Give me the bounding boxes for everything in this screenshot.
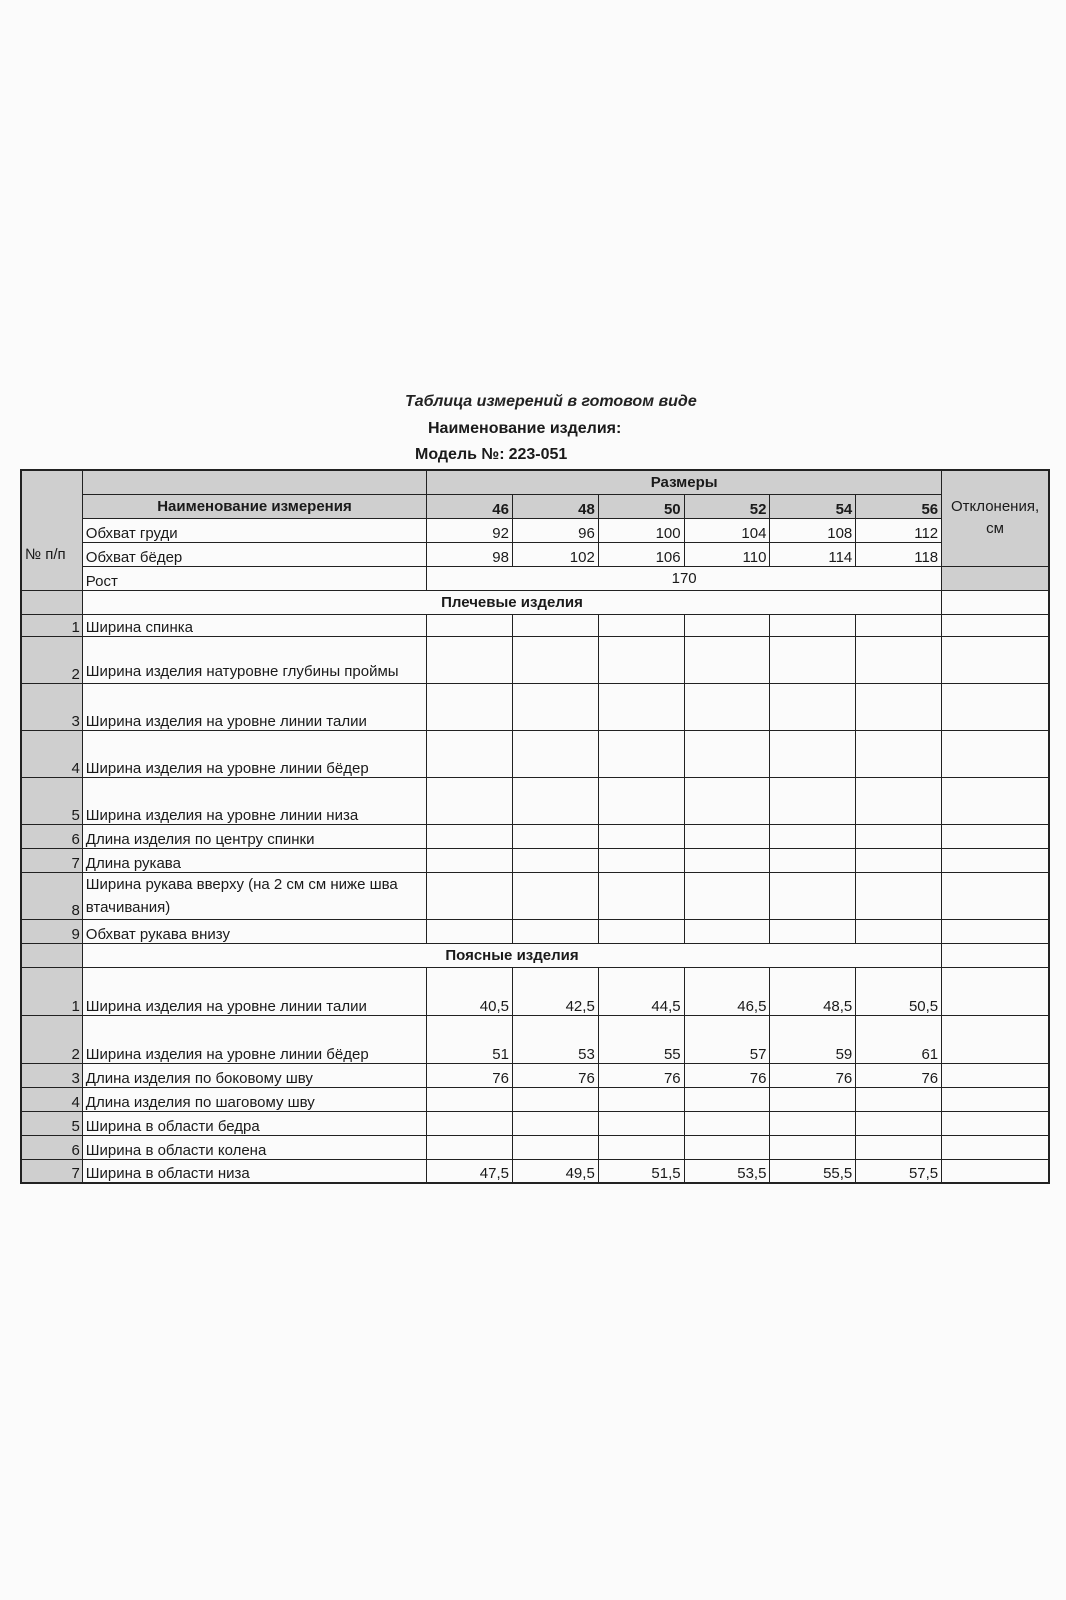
measurement-name: Ширина спинка xyxy=(82,614,426,636)
chest-value: 96 xyxy=(512,518,598,542)
npp-header: № п/п xyxy=(21,470,82,590)
table-row xyxy=(21,1159,1049,1183)
deviation-cell xyxy=(942,730,1049,777)
row-number: 4 xyxy=(21,730,82,777)
row-number: 6 xyxy=(21,824,82,848)
measurement-name: Ширина в области низа xyxy=(82,1159,426,1183)
measurement-value: 40,5 xyxy=(427,967,513,1015)
measurement-value xyxy=(598,614,684,636)
measurement-value xyxy=(598,777,684,824)
deviation-header: Отклонения, см xyxy=(942,470,1049,566)
measurement-value xyxy=(598,683,684,730)
chest-row xyxy=(21,518,1049,542)
table-row xyxy=(21,1015,1049,1063)
measurement-value: 50,5 xyxy=(856,967,942,1015)
measurement-value: 76 xyxy=(684,1063,770,1087)
measurement-value xyxy=(512,683,598,730)
measurement-value xyxy=(684,872,770,919)
measurement-value xyxy=(512,636,598,683)
measurement-value: 57,5 xyxy=(856,1159,942,1183)
size-cell: 50 xyxy=(598,494,684,518)
row-number: 7 xyxy=(21,1159,82,1183)
size-cell: 54 xyxy=(770,494,856,518)
product-label: Наименование изделия: xyxy=(428,420,622,437)
measurement-name: Длина изделия по центру спинки xyxy=(82,824,426,848)
deviation-cell xyxy=(942,636,1049,683)
measurement-value: 46,5 xyxy=(684,967,770,1015)
measurement-value xyxy=(427,614,513,636)
measurement-value xyxy=(684,636,770,683)
deviation-cell xyxy=(942,777,1049,824)
model-label: Модель №: xyxy=(415,446,505,463)
row-number: 1 xyxy=(21,614,82,636)
deviation-cell xyxy=(942,872,1049,919)
measurement-value xyxy=(427,636,513,683)
measurement-value xyxy=(512,848,598,872)
chest-value: 112 xyxy=(856,518,942,542)
measurement-value xyxy=(856,730,942,777)
size-cell: 46 xyxy=(427,494,513,518)
measurement-value: 76 xyxy=(856,1063,942,1087)
chest-label: Обхват груди xyxy=(82,518,426,542)
measurements-table xyxy=(20,469,1050,1184)
section-header-row xyxy=(21,943,1049,967)
table-row xyxy=(21,683,1049,730)
hips-value: 98 xyxy=(427,542,513,566)
table-row xyxy=(21,967,1049,1015)
height-label: Рост xyxy=(82,566,426,590)
row-number: 9 xyxy=(21,919,82,943)
deviation-cell xyxy=(942,1015,1049,1063)
table-row xyxy=(21,848,1049,872)
measurement-value xyxy=(856,919,942,943)
table-row xyxy=(21,614,1049,636)
chest-value: 104 xyxy=(684,518,770,542)
measurement-value xyxy=(770,1087,856,1111)
measurement-value: 59 xyxy=(770,1015,856,1063)
deviation-cell xyxy=(942,683,1049,730)
hips-value: 106 xyxy=(598,542,684,566)
header-row-sizes xyxy=(21,494,1049,518)
measurement-value xyxy=(684,824,770,848)
measurement-value: 49,5 xyxy=(512,1159,598,1183)
deviation-cell xyxy=(942,919,1049,943)
measurement-value xyxy=(598,872,684,919)
measurement-value xyxy=(598,824,684,848)
measurement-value xyxy=(512,1111,598,1135)
measurement-value xyxy=(598,848,684,872)
section-header-row xyxy=(21,590,1049,614)
measurement-value: 57 xyxy=(684,1015,770,1063)
measurement-value: 42,5 xyxy=(512,967,598,1015)
measurement-value xyxy=(512,1087,598,1111)
measurement-value xyxy=(427,777,513,824)
hips-row xyxy=(21,542,1049,566)
measurement-value xyxy=(427,1087,513,1111)
row-number: 7 xyxy=(21,848,82,872)
table-row xyxy=(21,1063,1049,1087)
table-row xyxy=(21,1087,1049,1111)
height-value: 170 xyxy=(427,566,942,590)
measurement-value: 53,5 xyxy=(684,1159,770,1183)
measurement-value xyxy=(684,1135,770,1159)
measurement-value xyxy=(427,683,513,730)
measurement-value xyxy=(598,1087,684,1111)
measurement-value xyxy=(856,848,942,872)
measurement-value xyxy=(684,919,770,943)
row-number: 1 xyxy=(21,967,82,1015)
table-row xyxy=(21,1111,1049,1135)
size-cell: 48 xyxy=(512,494,598,518)
measurement-value xyxy=(856,824,942,848)
measurement-value: 76 xyxy=(770,1063,856,1087)
row-number: 3 xyxy=(21,683,82,730)
table-row xyxy=(21,824,1049,848)
measurement-value: 48,5 xyxy=(770,967,856,1015)
measurement-value xyxy=(512,730,598,777)
section-title: Поясные изделия xyxy=(82,943,941,967)
hips-value: 102 xyxy=(512,542,598,566)
measurement-value xyxy=(598,919,684,943)
measurement-value xyxy=(684,1111,770,1135)
deviation-cell xyxy=(942,614,1049,636)
size-cell: 56 xyxy=(856,494,942,518)
height-row xyxy=(21,566,1049,590)
measurement-value xyxy=(856,1087,942,1111)
measurement-value xyxy=(770,683,856,730)
measurement-value xyxy=(770,1135,856,1159)
row-number: 2 xyxy=(21,1015,82,1063)
hips-label: Обхват бёдер xyxy=(82,542,426,566)
deviation-cell xyxy=(942,1111,1049,1135)
measurement-value xyxy=(856,614,942,636)
measurement-value xyxy=(770,777,856,824)
measurement-value xyxy=(598,636,684,683)
measurement-value xyxy=(427,1135,513,1159)
measurement-name: Ширина изделия на уровне линии бёдер xyxy=(82,1015,426,1063)
measurement-name: Обхват рукава внизу xyxy=(82,919,426,943)
measurement-value: 76 xyxy=(512,1063,598,1087)
measurement-value xyxy=(512,777,598,824)
table-row xyxy=(21,919,1049,943)
deviation-cell xyxy=(942,1135,1049,1159)
measurement-name: Длина изделия по шаговому шву xyxy=(82,1087,426,1111)
measurement-value xyxy=(770,919,856,943)
measurement-value: 55 xyxy=(598,1015,684,1063)
measure-name-header: Наименование измерения xyxy=(82,494,426,518)
measurement-value xyxy=(856,1111,942,1135)
deviation-cell xyxy=(942,967,1049,1015)
deviation-cell xyxy=(942,1087,1049,1111)
measurement-name: Ширина рукава вверху (на 2 см см ниже шва втачивания) xyxy=(82,872,426,919)
measurement-value: 51,5 xyxy=(598,1159,684,1183)
measurement-value xyxy=(856,777,942,824)
measurement-value: 55,5 xyxy=(770,1159,856,1183)
row-number: 8 xyxy=(21,872,82,919)
measurement-name: Ширина изделия натуровне глубины проймы xyxy=(82,636,426,683)
row-number: 4 xyxy=(21,1087,82,1111)
measurement-value xyxy=(770,848,856,872)
measurement-value xyxy=(427,872,513,919)
section-title: Плечевые изделия xyxy=(82,590,941,614)
measurement-name: Ширина изделия на уровне линии талии xyxy=(82,683,426,730)
measurement-value xyxy=(856,1135,942,1159)
measurement-value xyxy=(856,636,942,683)
hips-value: 110 xyxy=(684,542,770,566)
deviation-cell xyxy=(942,848,1049,872)
model-number: 223-051 xyxy=(508,446,568,463)
row-number: 5 xyxy=(21,1111,82,1135)
measurement-value: 47,5 xyxy=(427,1159,513,1183)
hips-value: 118 xyxy=(856,542,942,566)
measurement-value xyxy=(598,1135,684,1159)
chest-value: 92 xyxy=(427,518,513,542)
measurement-value xyxy=(512,919,598,943)
model-line xyxy=(415,446,567,464)
deviation-cell xyxy=(942,824,1049,848)
chest-value: 108 xyxy=(770,518,856,542)
measurement-value xyxy=(770,1111,856,1135)
table-row xyxy=(21,730,1049,777)
sizes-header: Размеры xyxy=(427,470,942,494)
measurement-value: 44,5 xyxy=(598,967,684,1015)
table-row xyxy=(21,872,1049,919)
measurement-name: Ширина изделия на уровне линии низа xyxy=(82,777,426,824)
measurement-value xyxy=(770,730,856,777)
measurement-value xyxy=(856,872,942,919)
measurement-name: Длина изделия по боковому шву xyxy=(82,1063,426,1087)
measurement-name: Ширина в области колена xyxy=(82,1135,426,1159)
measurement-value xyxy=(427,824,513,848)
measurement-value xyxy=(684,1087,770,1111)
measurement-value xyxy=(684,848,770,872)
measurement-name: Ширина изделия на уровне линии бёдер xyxy=(82,730,426,777)
measurement-value xyxy=(427,919,513,943)
row-number: 5 xyxy=(21,777,82,824)
measurement-value xyxy=(427,1111,513,1135)
row-number: 3 xyxy=(21,1063,82,1087)
header-row-sizes-label xyxy=(21,470,1049,494)
measurement-value xyxy=(427,848,513,872)
row-number: 6 xyxy=(21,1135,82,1159)
measurement-value: 61 xyxy=(856,1015,942,1063)
measurement-name: Ширина изделия на уровне линии талии xyxy=(82,967,426,1015)
measurement-value: 51 xyxy=(427,1015,513,1063)
measurement-value xyxy=(512,614,598,636)
document-title: Таблица измерений в готовом виде xyxy=(405,393,697,410)
measurement-value xyxy=(684,614,770,636)
measurement-value xyxy=(770,636,856,683)
measurement-value: 76 xyxy=(427,1063,513,1087)
measurement-value xyxy=(512,824,598,848)
measurement-value xyxy=(598,1111,684,1135)
measurement-value xyxy=(770,614,856,636)
deviation-cell xyxy=(942,1063,1049,1087)
measurement-value xyxy=(856,683,942,730)
chest-value: 100 xyxy=(598,518,684,542)
measurement-value xyxy=(427,730,513,777)
measurement-name: Ширина в области бедра xyxy=(82,1111,426,1135)
measurement-value xyxy=(512,1135,598,1159)
measurement-name: Длина рукава xyxy=(82,848,426,872)
measurement-value xyxy=(684,683,770,730)
measurement-value xyxy=(598,730,684,777)
measurement-value: 53 xyxy=(512,1015,598,1063)
measurement-value xyxy=(512,872,598,919)
table-row xyxy=(21,636,1049,683)
hips-value: 114 xyxy=(770,542,856,566)
table-row xyxy=(21,1135,1049,1159)
measurement-value xyxy=(770,824,856,848)
measurement-value xyxy=(684,730,770,777)
row-number: 2 xyxy=(21,636,82,683)
measurement-value xyxy=(770,872,856,919)
size-cell: 52 xyxy=(684,494,770,518)
measurement-value: 76 xyxy=(598,1063,684,1087)
table-row xyxy=(21,777,1049,824)
measurement-value xyxy=(684,777,770,824)
deviation-cell xyxy=(942,1159,1049,1183)
